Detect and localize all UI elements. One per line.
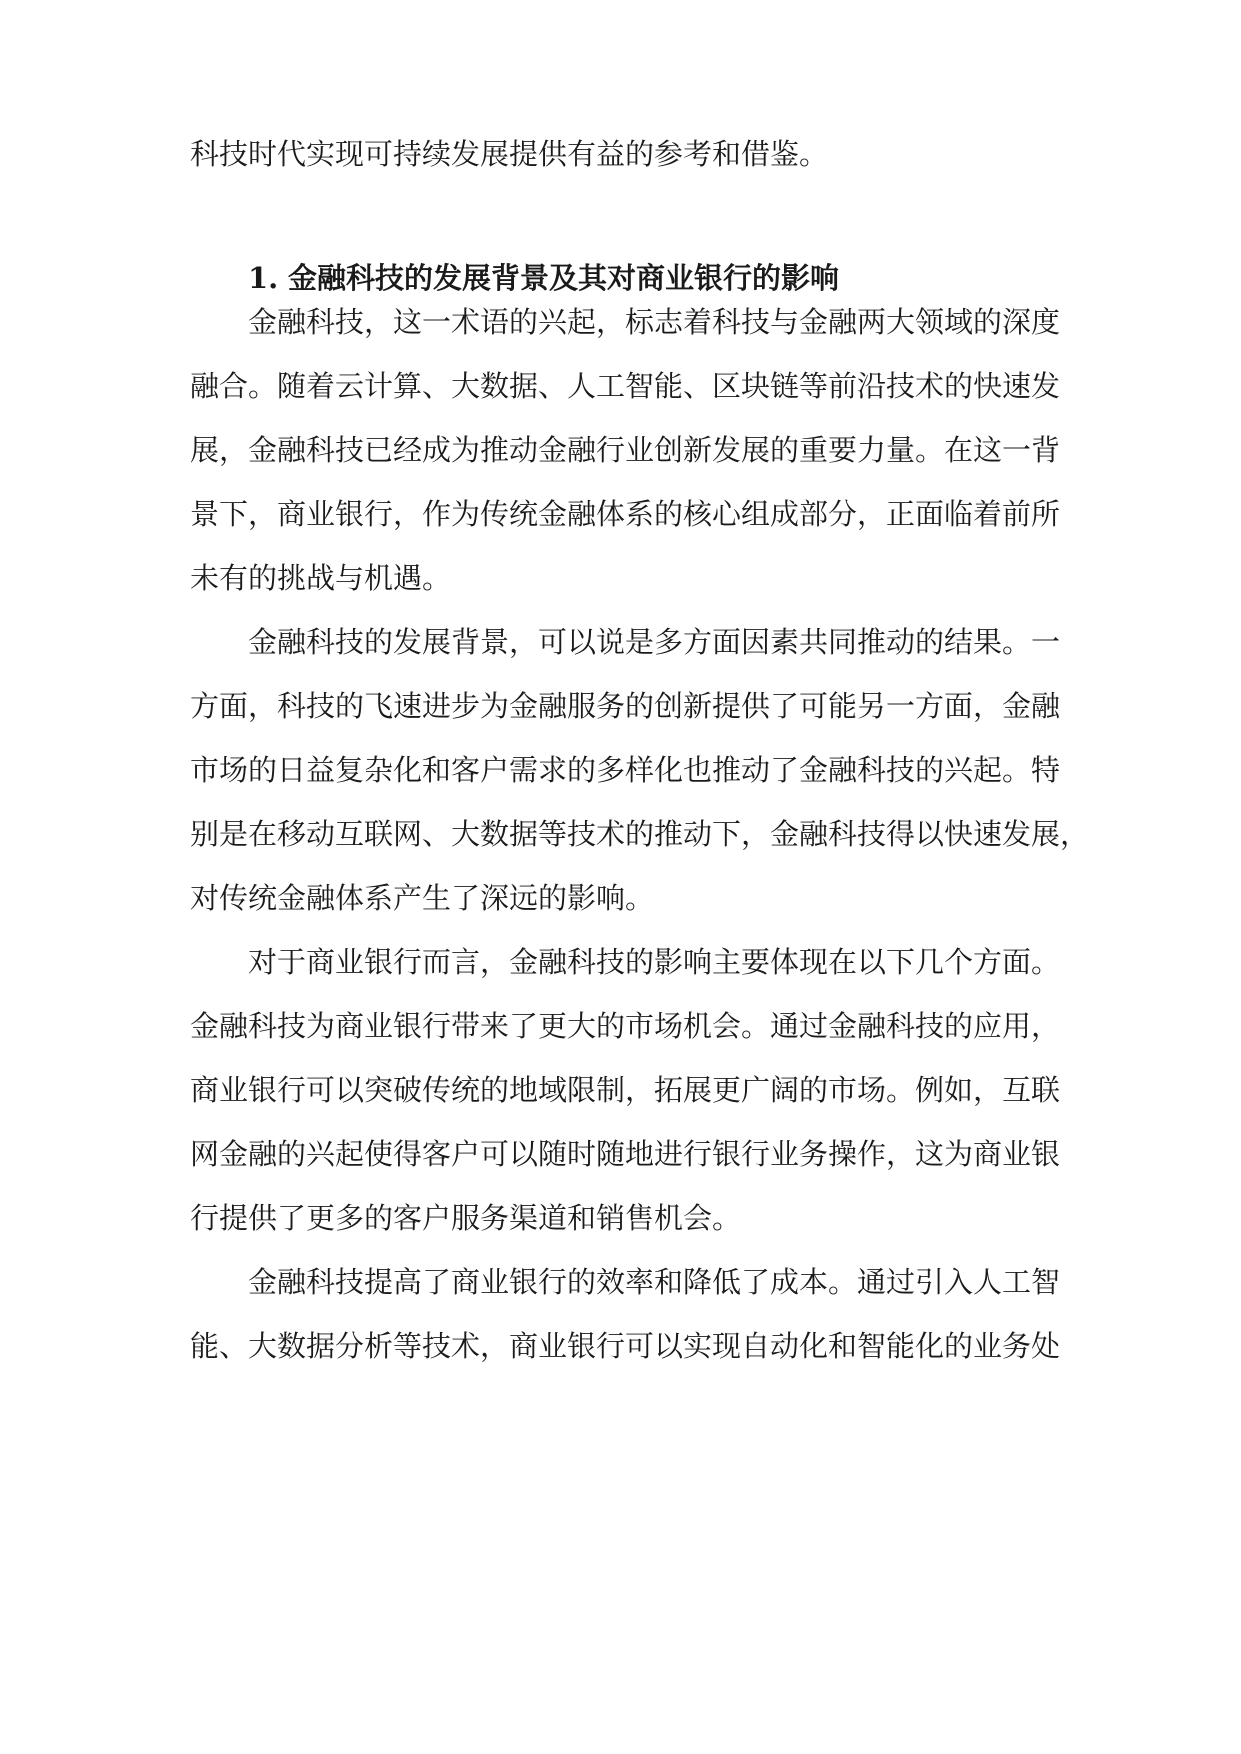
paragraph-line: 金融科技的发展背景，可以说是多方面因素共同推动的结果。一 xyxy=(248,625,1061,659)
paragraph-line: 别是在移动互联网、大数据等技术的推动下，金融科技得以快速发展， xyxy=(190,817,1090,851)
section-number: 1. xyxy=(248,261,279,295)
paragraph-line: 融合。随着云计算、大数据、人工智能、区块链等前沿技术的快速发 xyxy=(190,369,1061,403)
paragraph-line: 金融科技，这一术语的兴起，标志着科技与金融两大领域的深度 xyxy=(248,305,1061,339)
paragraph-line: 网金融的兴起使得客户可以随时随地进行银行业务操作，这为商业银 xyxy=(190,1137,1061,1171)
paragraph-line: 金融科技提高了商业银行的效率和降低了成本。通过引入人工智 xyxy=(248,1265,1061,1299)
paragraph-line: 对于商业银行而言，金融科技的影响主要体现在以下几个方面。 xyxy=(248,945,1061,979)
paragraph-line: 景下，商业银行，作为传统金融体系的核心组成部分，正面临着前所 xyxy=(190,497,1061,531)
paragraph-line: 展，金融科技已经成为推动金融行业创新发展的重要力量。在这一背 xyxy=(190,433,1061,467)
paragraph-line: 商业银行可以突破传统的地域限制，拓展更广阔的市场。例如，互联 xyxy=(190,1073,1061,1107)
section-title: 金融科技的发展背景及其对商业银行的影响 xyxy=(288,261,840,295)
paragraph-line: 行提供了更多的客户服务渠道和销售机会。 xyxy=(190,1201,742,1235)
paragraph-line: 方面，科技的飞速进步为金融服务的创新提供了可能另一方面，金融 xyxy=(190,689,1061,723)
intro-line: 科技时代实现可持续发展提供有益的参考和借鉴。 xyxy=(190,137,829,171)
section-heading xyxy=(248,258,839,298)
paragraph-line: 金融科技为商业银行带来了更大的市场机会。通过金融科技的应用， xyxy=(190,1009,1061,1043)
paragraph-line: 能、大数据分析等技术，商业银行可以实现自动化和智能化的业务处 xyxy=(190,1329,1061,1363)
paragraph-line: 市场的日益复杂化和客户需求的多样化也推动了金融科技的兴起。特 xyxy=(190,753,1061,787)
paragraph-line: 未有的挑战与机遇。 xyxy=(190,561,452,595)
paragraph-line: 对传统金融体系产生了深远的影响。 xyxy=(190,881,655,915)
